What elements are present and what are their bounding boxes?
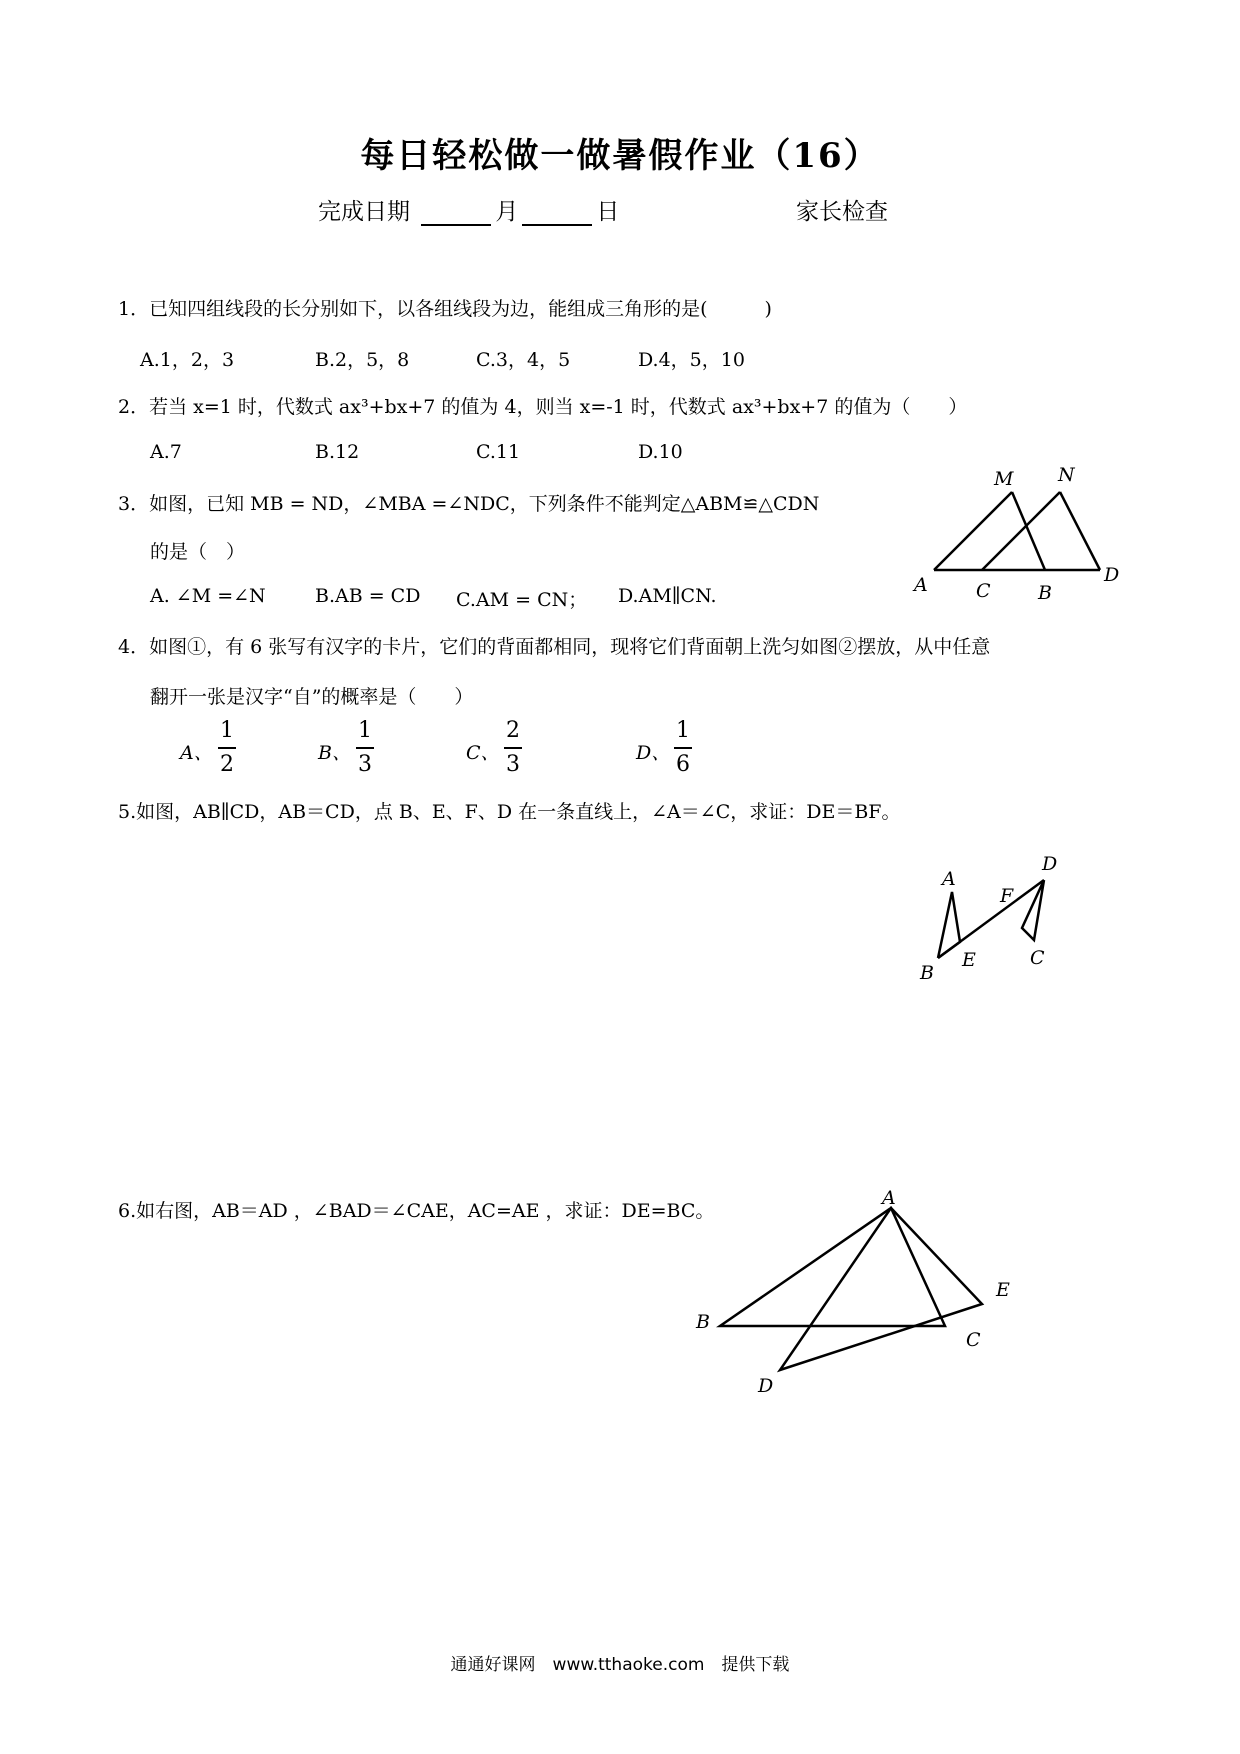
label-E: E (996, 1279, 1010, 1301)
q3-option-d: D.AM∥CN. (618, 585, 717, 607)
label-A: A (914, 574, 928, 596)
q3-option-b: B.AB = CD (315, 585, 421, 607)
day-label: 日 (596, 199, 620, 225)
question-3-line2: 的是（ ） (150, 541, 246, 563)
q2-option-d: D.10 (638, 441, 683, 463)
label-E: E (962, 949, 976, 971)
q4-fraction-a (218, 718, 236, 778)
fraction-denominator: 2 (220, 752, 234, 777)
label-B: B (696, 1311, 710, 1333)
label-D: D (1042, 853, 1058, 875)
fraction-numerator: 1 (220, 718, 234, 743)
question-5: 5.如图，AB∥CD，AB＝CD，点 B、E、F、D 在一条直线上，∠A＝∠C，求证：DE＝BF。 (118, 801, 901, 823)
question-1: 1．已知四组线段的长分别如下，以各组线段为边，能组成三角形的是( ) (118, 298, 772, 320)
footer: 通通好课网 www.tthaoke.com 提供下载 (450, 1655, 790, 1675)
q2-option-b: B.12 (315, 441, 360, 463)
q3-option-a: A. ∠M =∠N (150, 585, 266, 607)
label-N: N (1058, 464, 1075, 486)
fraction-numerator: 2 (506, 718, 520, 743)
label-B: B (920, 962, 934, 984)
q4-fraction-b (356, 718, 374, 778)
completion-date (318, 193, 619, 226)
label-F: F (1000, 885, 1014, 907)
label-B: B (1038, 582, 1052, 604)
label-C: C (976, 580, 991, 602)
q4-option-a: A、 (180, 742, 213, 764)
q2-option-c: C.11 (476, 441, 521, 463)
day-blank (522, 202, 592, 226)
q1-option-b: B.2，5，8 (315, 349, 410, 371)
page-title: 每日轻松做一做暑假作业（16） (360, 136, 880, 176)
q4-fraction-d (674, 718, 692, 778)
question-6: 6.如右图，AB＝AD ，∠BAD＝∠CAE，AC=AE ，求证：DE=BC。 (118, 1200, 715, 1222)
q4-option-d: D、 (636, 742, 671, 764)
q4-option-c: C、 (466, 742, 500, 764)
label-A: A (882, 1187, 896, 1209)
label-A: A (942, 868, 956, 890)
q4-fraction-c (504, 718, 522, 778)
fraction-denominator: 3 (506, 752, 520, 777)
q1-option-c: C.3，4，5 (476, 349, 571, 371)
label-M: M (994, 468, 1014, 490)
label-D: D (1104, 564, 1120, 586)
q3-triangle-figure (900, 455, 1140, 605)
date-label: 完成日期 (318, 199, 410, 225)
question-4: 4．如图①，有 6 张写有汉字的卡片，它们的背面都相同，现将它们背面朝上洗匀如图②摆放，从中任意 (118, 636, 991, 658)
q6-figure (680, 1187, 1040, 1400)
q2-option-a: A.7 (150, 441, 182, 463)
question-3: 3．如图，已知 MB = ND，∠MBA =∠NDC，下列条件不能判定△ABM≌△CDN (118, 493, 820, 515)
fraction-numerator: 1 (676, 718, 690, 743)
label-C: C (1030, 947, 1045, 969)
q5-figure (900, 840, 1080, 990)
q4-option-b: B、 (318, 742, 351, 764)
fraction-denominator: 3 (358, 752, 372, 777)
fraction-numerator: 1 (358, 718, 372, 743)
label-D: D (758, 1375, 774, 1397)
q3-option-c: C.AM = CN； (456, 589, 588, 611)
month-blank (421, 202, 491, 226)
parent-check: 家长检查 (796, 199, 888, 225)
question-2: 2．若当 x=1 时，代数式 ax³+bx+7 的值为 4，则当 x=-1 时，代数式 ax³+bx+7 的值为（ ） (118, 396, 968, 418)
q1-option-d: D.4，5，10 (638, 349, 745, 371)
fraction-denominator: 6 (676, 752, 690, 777)
question-4-line2: 翻开一张是汉字“自”的概率是（ ） (150, 686, 474, 708)
q1-option-a: A.1，2，3 (140, 349, 235, 371)
label-C: C (966, 1329, 981, 1351)
month-label: 月 (495, 199, 519, 225)
